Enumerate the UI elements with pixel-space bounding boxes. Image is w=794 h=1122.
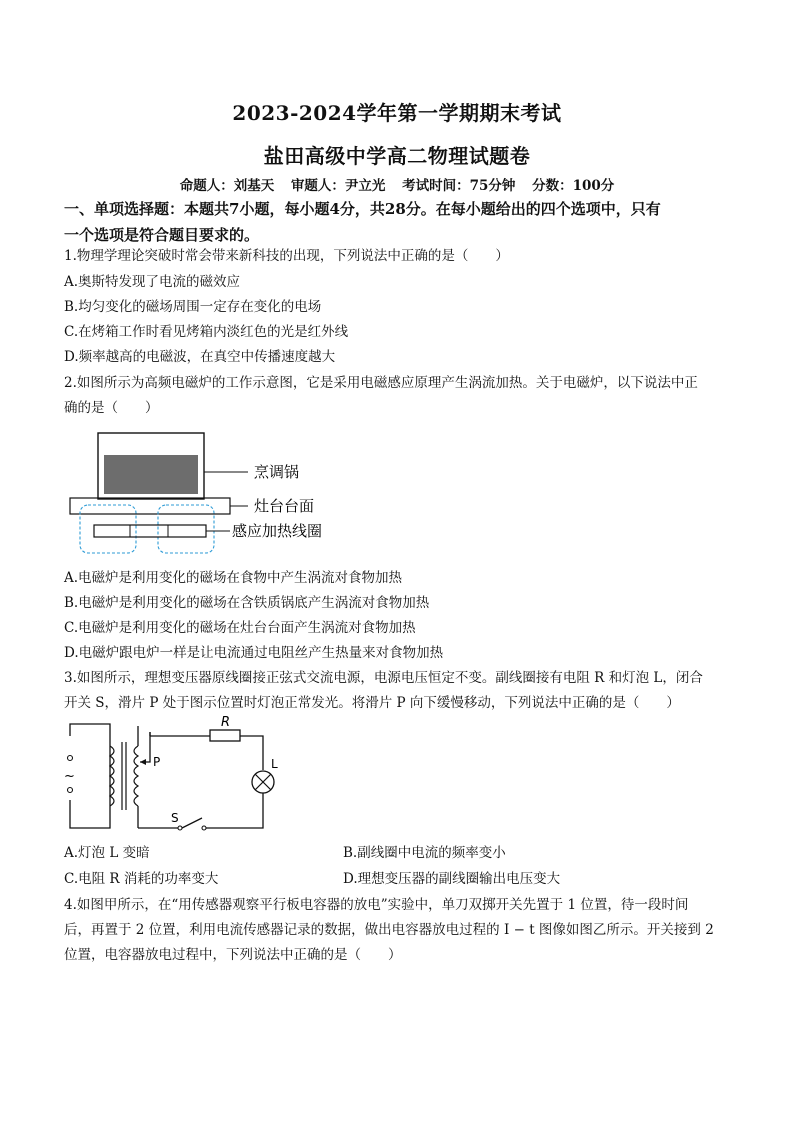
pot-liquid (104, 455, 198, 494)
q2-stem-line1: 2.如图所示为高频电磁炉的工作示意图，它是采用电磁感应原理产生涡流加热。关于电磁炉，以下说法中正 (64, 375, 698, 391)
q1-option-d: D.频率越高的电磁波，在真空中传播速度越大 (64, 349, 336, 365)
score-label: 分数：100分 (532, 178, 615, 194)
heating-coil (94, 525, 206, 537)
coil-label: 感应加热线圈 (232, 522, 323, 540)
slider-wire (140, 732, 150, 762)
exam-subtitle: 盐田高级中学高二物理试题卷 (263, 144, 531, 168)
ac-terminal-bottom (68, 788, 73, 793)
stove-top (70, 498, 230, 514)
exam-meta (0, 174, 794, 194)
q1-option-b: B.均匀变化的磁场周围一定存在变化的电场 (64, 299, 322, 315)
q4-stem-line3: 位置，电容器放电过程中，下列说法中正确的是（ ） (64, 947, 402, 963)
setter-label: 命题人：刘基天 (179, 178, 275, 194)
reviewer-label: 审题人：尹立光 (290, 178, 386, 194)
q1-option-a: A.奥斯特发现了电流的磁效应 (64, 274, 241, 290)
primary-loop (70, 724, 110, 828)
ac-terminal-top (68, 756, 73, 761)
pot-label: 烹调锅 (254, 463, 300, 481)
switch-label: S (171, 811, 179, 825)
stove-label: 灶台台面 (254, 497, 315, 515)
section-heading-line2: 一个选项是符合题目要求的。 (64, 226, 260, 244)
slider-label: P (153, 755, 161, 769)
resistor-label: R (221, 715, 231, 730)
q1-stem: 1.物理学理论突破时常会带来新科技的出现，下列说法中正确的是（ ） (64, 248, 509, 264)
q3-option-a: A.灯泡 L 变暗 (64, 845, 150, 861)
q2-option-b: B.电磁炉是利用变化的磁场在含铁质锅底产生涡流对食物加热 (64, 595, 430, 611)
q2-option-a: A.电磁炉是利用变化的磁场在食物中产生涡流对食物加热 (64, 570, 403, 586)
switch-contact-right (202, 826, 206, 830)
q3-option-d: D.理想变压器的副线圈输出电压变大 (343, 871, 561, 887)
switch-contact-left (178, 826, 182, 830)
q3-stem-line2: 开关 S，滑片 P 处于图示位置时灯泡正常发光。将滑片 P 向下缓慢移动，下列说法中正确的是（ ） (64, 695, 680, 711)
resistor (210, 730, 240, 741)
q4-stem-line1: 4.如图甲所示，在“用传感器观察平行板电容器的放电”实验中，单刀双掷开关先置于 1 位置，待一段时间 (64, 897, 689, 913)
switch-blade (182, 818, 202, 828)
slider-arrow (140, 759, 146, 765)
induction-cooker-diagram (60, 425, 350, 560)
secondary-coil (134, 746, 138, 806)
q2-option-d: D.电磁炉跟电炉一样是让电流通过电阻丝产生热量来对食物加热 (64, 645, 444, 661)
ac-symbol: ~ (64, 769, 75, 784)
q3-option-c: C.电阻 R 消耗的功率变大 (64, 871, 219, 887)
q3-stem-line1: 3.如图所示，理想变压器原线圈接正弦式交流电源，电源电压恒定不变。副线圈接有电阻 R 和灯泡 L，闭合 (64, 670, 703, 686)
q1-option-c: C.在烤箱工作时看见烤箱内淡红色的光是红外线 (64, 324, 349, 340)
junction-stub (138, 726, 150, 736)
transformer-circuit-diagram (58, 714, 288, 836)
exam-title: 2023-2024学年第一学期期末考试 (232, 101, 562, 125)
section-heading-line1: 一、单项选择题：本题共7小题，每小题4分，共28分。在每小题给出的四个选项中，只有 (64, 200, 661, 218)
time-label: 考试时间：75分钟 (402, 178, 516, 194)
coil-field-left (80, 505, 136, 553)
q2-stem-line2: 确的是（ ） (64, 400, 159, 416)
q2-option-c: C.电磁炉是利用变化的磁场在灶台台面产生涡流对食物加热 (64, 620, 416, 636)
top-wire (150, 736, 263, 770)
q3-option-b: B.副线圈中电流的频率变小 (343, 845, 506, 861)
lamp-label: L (271, 757, 278, 771)
q4-stem-line2: 后，再置于 2 位置，利用电流传感器记录的数据，做出电容器放电过程的 I − t 图像如图乙所示。开关接到 2 (64, 922, 714, 938)
right-bottom-wire (206, 793, 263, 828)
primary-coil (110, 746, 114, 806)
